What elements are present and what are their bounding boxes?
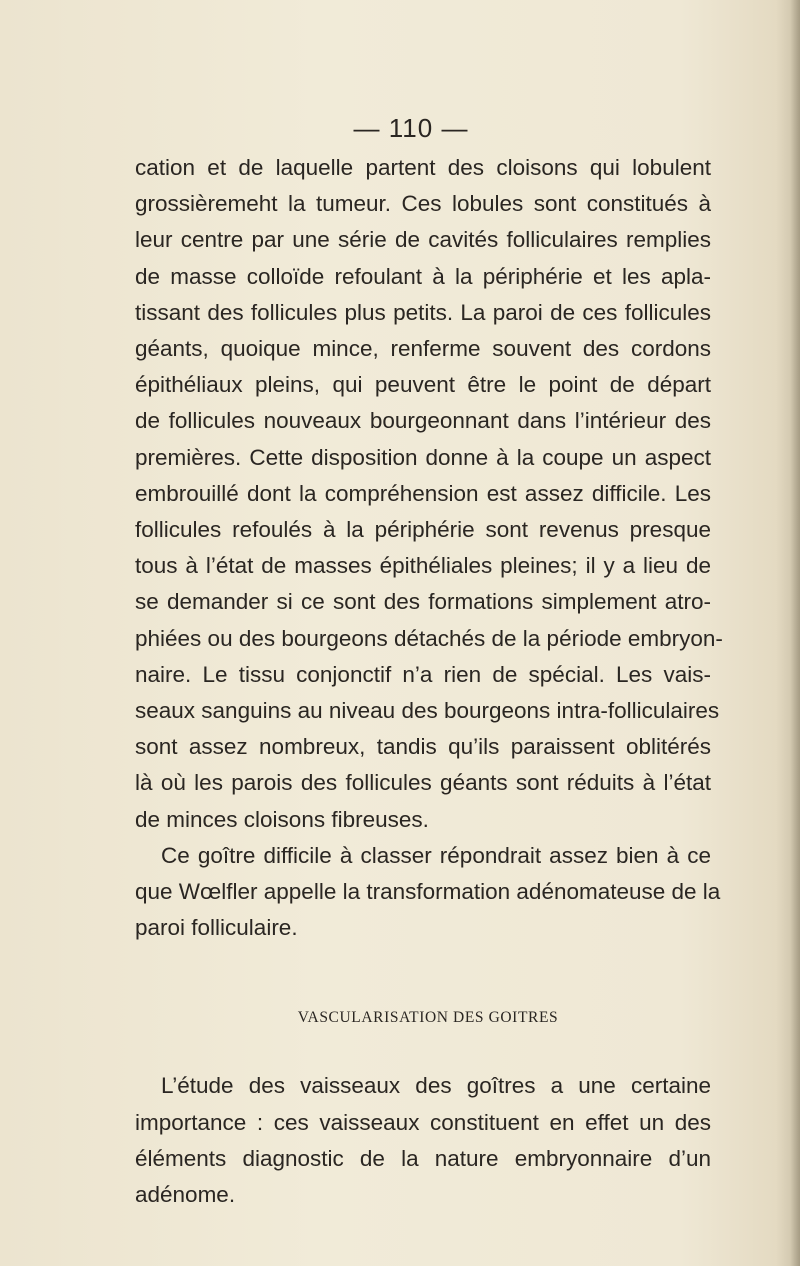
page-number: — 110 — <box>353 113 469 143</box>
text-line: de masse colloïde refoulant à la périphérie et les apla- <box>135 263 711 289</box>
text-line: importance : ces vaisseaux constituent en effet un des <box>135 1109 711 1135</box>
text-line: épithéliaux pleins, qui peuvent être le point de départ <box>135 372 711 398</box>
text-line: que Wœlfler appelle la transformation adénomateuse de la <box>135 879 721 905</box>
body-text <box>135 150 723 1213</box>
paragraph-3 <box>135 1068 711 1213</box>
paragraph-1 <box>135 150 723 838</box>
text-line: tissant des follicules plus petits. La paroi de ces follicules <box>135 299 711 325</box>
section-heading: VASCULARISATION DES GOITRES <box>297 1009 559 1027</box>
text-line: géants, quoique mince, renferme souvent des cordons <box>135 336 711 362</box>
text-line: follicules refoulés à la périphérie sont revenus presque <box>135 517 711 543</box>
text-line: éléments diagnostic de la nature embryonnaire d’un <box>135 1145 711 1171</box>
text-line: paroi folliculaire. <box>135 915 298 941</box>
text-line: Ce goître difficile à classer répondrait assez bien à ce <box>161 842 711 868</box>
text-line: tous à l’état de masses épithéliales pleines; il y a lieu de <box>135 553 711 579</box>
text-line: premières. Cette disposition donne à la coupe un aspect <box>135 444 711 470</box>
text-line: de minces cloisons fibreuses. <box>135 806 429 832</box>
text-line: de follicules nouveaux bourgeonnant dans l’intérieur des <box>135 408 711 434</box>
text-line: là où les parois des follicules géants sont réduits à l’état <box>135 770 711 796</box>
text-line: seaux sanguins au niveau des bourgeons intra-folliculaires <box>135 698 720 724</box>
text-line: grossièremeht la tumeur. Ces lobules sont constitués à <box>135 191 711 217</box>
text-line: naire. Le tissu conjonctif n’a rien de spécial. Les vais- <box>135 661 711 687</box>
text-line: se demander si ce sont des formations simplement atro- <box>135 589 711 615</box>
text-line: phiées ou des bourgeons détachés de la période embryon- <box>135 625 723 651</box>
paragraph-2 <box>135 838 721 947</box>
text-line: embrouillé dont la compréhension est assez difficile. Les <box>135 480 711 506</box>
page-edge-shadow <box>790 0 800 1266</box>
text-line: leur centre par une série de cavités folliculaires remplies <box>135 227 711 253</box>
text-line: L’étude des vaisseaux des goîtres a une certaine <box>161 1073 711 1099</box>
text-line: adénome. <box>135 1182 236 1208</box>
text-line: cation et de laquelle partent des cloisons qui lobulent <box>135 155 711 180</box>
text-line: sont assez nombreux, tandis qu’ils paraissent oblitérés <box>135 734 711 760</box>
